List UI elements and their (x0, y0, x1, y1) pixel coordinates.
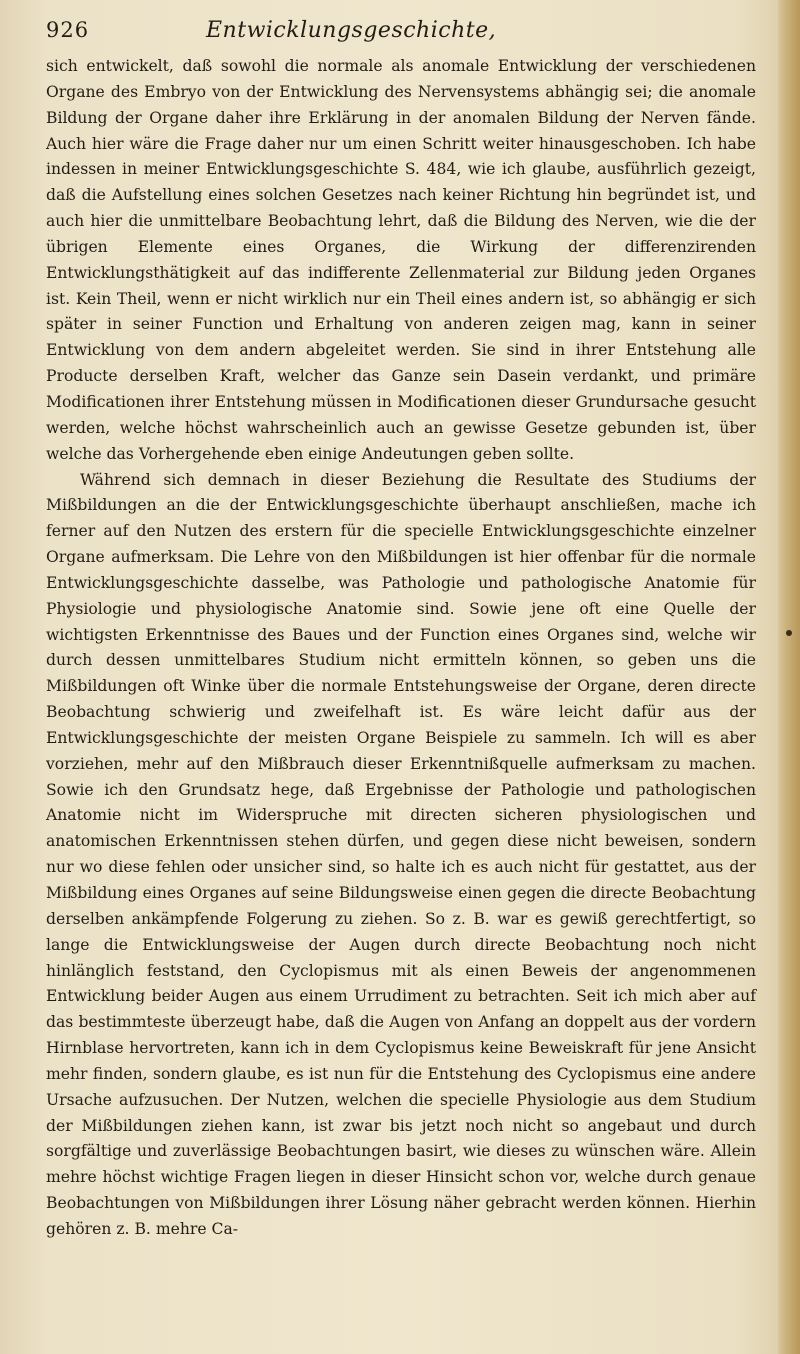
paragraph: Während sich demnach in dieser Beziehung die Resultate des Studiums der Mißbildungen an die der Entwicklungsgeschichte überhaupt anschließen, mache ich ferner auf den Nutzen des erstern für die specielle Entwicklungsgeschichte einzelner Organe aufmerksam. Die Lehre von den Mißbildungen ist hier offenbar für die normale Entwicklungsgeschichte dasselbe, was Pathologie und pathologische Anatomie für Physiologie und physiologische Anatomie sind. Sowie jene oft eine Quelle der wichtigsten Erkenntnisse des Baues und der Function eines Organes sind, welche wir durch dessen unmittelbares Studium nicht ermitteln können, so geben uns die Mißbildungen oft Winke über die normale Entstehungsweise der Organe, deren directe Beobachtung schwierig und zweifelhaft ist. Es wäre leicht dafür aus der Entwicklungsgeschichte der meisten Organe Beispiele zu sammeln. Ich will es aber vorziehen, mehr auf den Mißbrauch dieser Erkenntnißquelle aufmerksam zu machen. Sowie ich den Grundsatz hege, daß Ergebnisse der Pathologie und pathologischen Anatomie nicht im Widerspruche mit directen sicheren physiologischen und anatomischen Erkenntnissen stehen dürfen, und gegen diese nicht beweisen, sondern nur wo diese fehlen oder unsicher sind, so halte ich es auch nicht für gestattet, aus der Mißbildung eines Organes auf seine Bildungsweise einen gegen die directe Beobachtung derselben ankämpfende Folgerung zu ziehen. So z. B. war es gewiß gerechtfertigt, so lange die Entwicklungsweise der Augen durch directe Beobachtung noch nicht hinlänglich feststand, den Cyclopismus mit als einen Beweis der angenommenen Entwicklung beider Augen aus einem Urrudiment zu betrachten. Seit ich mich aber auf das bestimmteste überzeugt habe, daß die Augen von Anfang an doppelt aus der vordern Hirnblase hervortreten, kann ich in dem Cyclopismus keine Beweiskraft für jene Ansicht mehr finden, sondern glaube, es ist nun für die Entstehung des Cyclopismus eine andere Ursache aufzusuchen. Der Nutzen, welchen die specielle Physiologie aus dem Studium der Mißbildungen ziehen kann, ist zwar bis jetzt noch nicht so angebaut und durch sorgfältige und zuverlässige Beobachtungen basirt, wie dieses zu wünschen wäre. Allein mehre höchst wichtige Fragen liegen in dieser Hinsicht schon vor, welche durch genaue Beobachtungen von Mißbildungen ihrer Lösung näher gebracht werden können. Hierhin gehören z. B. mehre Ca- (46, 470, 756, 1238)
bullet-mark (786, 630, 792, 636)
paragraph: sich entwickelt, daß sowohl die normale als anomale Entwicklung der verschiedenen Organe des Embryo von der Entwicklung des Nervensystems abhängig sei; die anomale Bildung der Organe daher ihre Erklärung in der anomalen Bildung der Nerven fände. Auch hier wäre die Frage daher nur um einen Schritt weiter hinausgeschoben. Ich habe indessen in meiner Entwicklungsgeschichte S. 484, wie ich glaube, ausführlich gezeigt, daß die Aufstellung eines solchen Gesetzes nach keiner Richtung hin begründet ist, und auch hier die unmittelbare Beobachtung lehrt, daß die Bildung des Nerven, wie die der übrigen Elemente eines Organes, die Wirkung der differenzirenden Entwicklungsthätigkeit auf das indifferente Zellenmaterial zur Bildung jeden Organes ist. Kein Theil, wenn er nicht wirklich nur ein Theil eines andern ist, so abhängig er sich später in seiner Function und Erhaltung von anderen zeigen mag, kann in seiner Entwicklung von dem andern abgeleitet werden. Sie sind in ihrer Entstehung alle Producte derselben Kraft, welcher das Ganze sein Dasein verdankt, und primäre Modificationen ihrer Entstehung müssen in Modificationen dieser Grundursache gesucht werden, welche höchst wahrscheinlich auch an gewisse Gesetze gebunden ist, über welche das Vorhergehende eben einige Andeutungen geben sollte. (46, 57, 756, 463)
running-title: Entwicklungsgeschichte, (206, 18, 497, 43)
page-number: 926 (46, 18, 90, 42)
page-header (46, 18, 736, 50)
page-edge (778, 0, 800, 1354)
body-text (46, 54, 756, 1243)
